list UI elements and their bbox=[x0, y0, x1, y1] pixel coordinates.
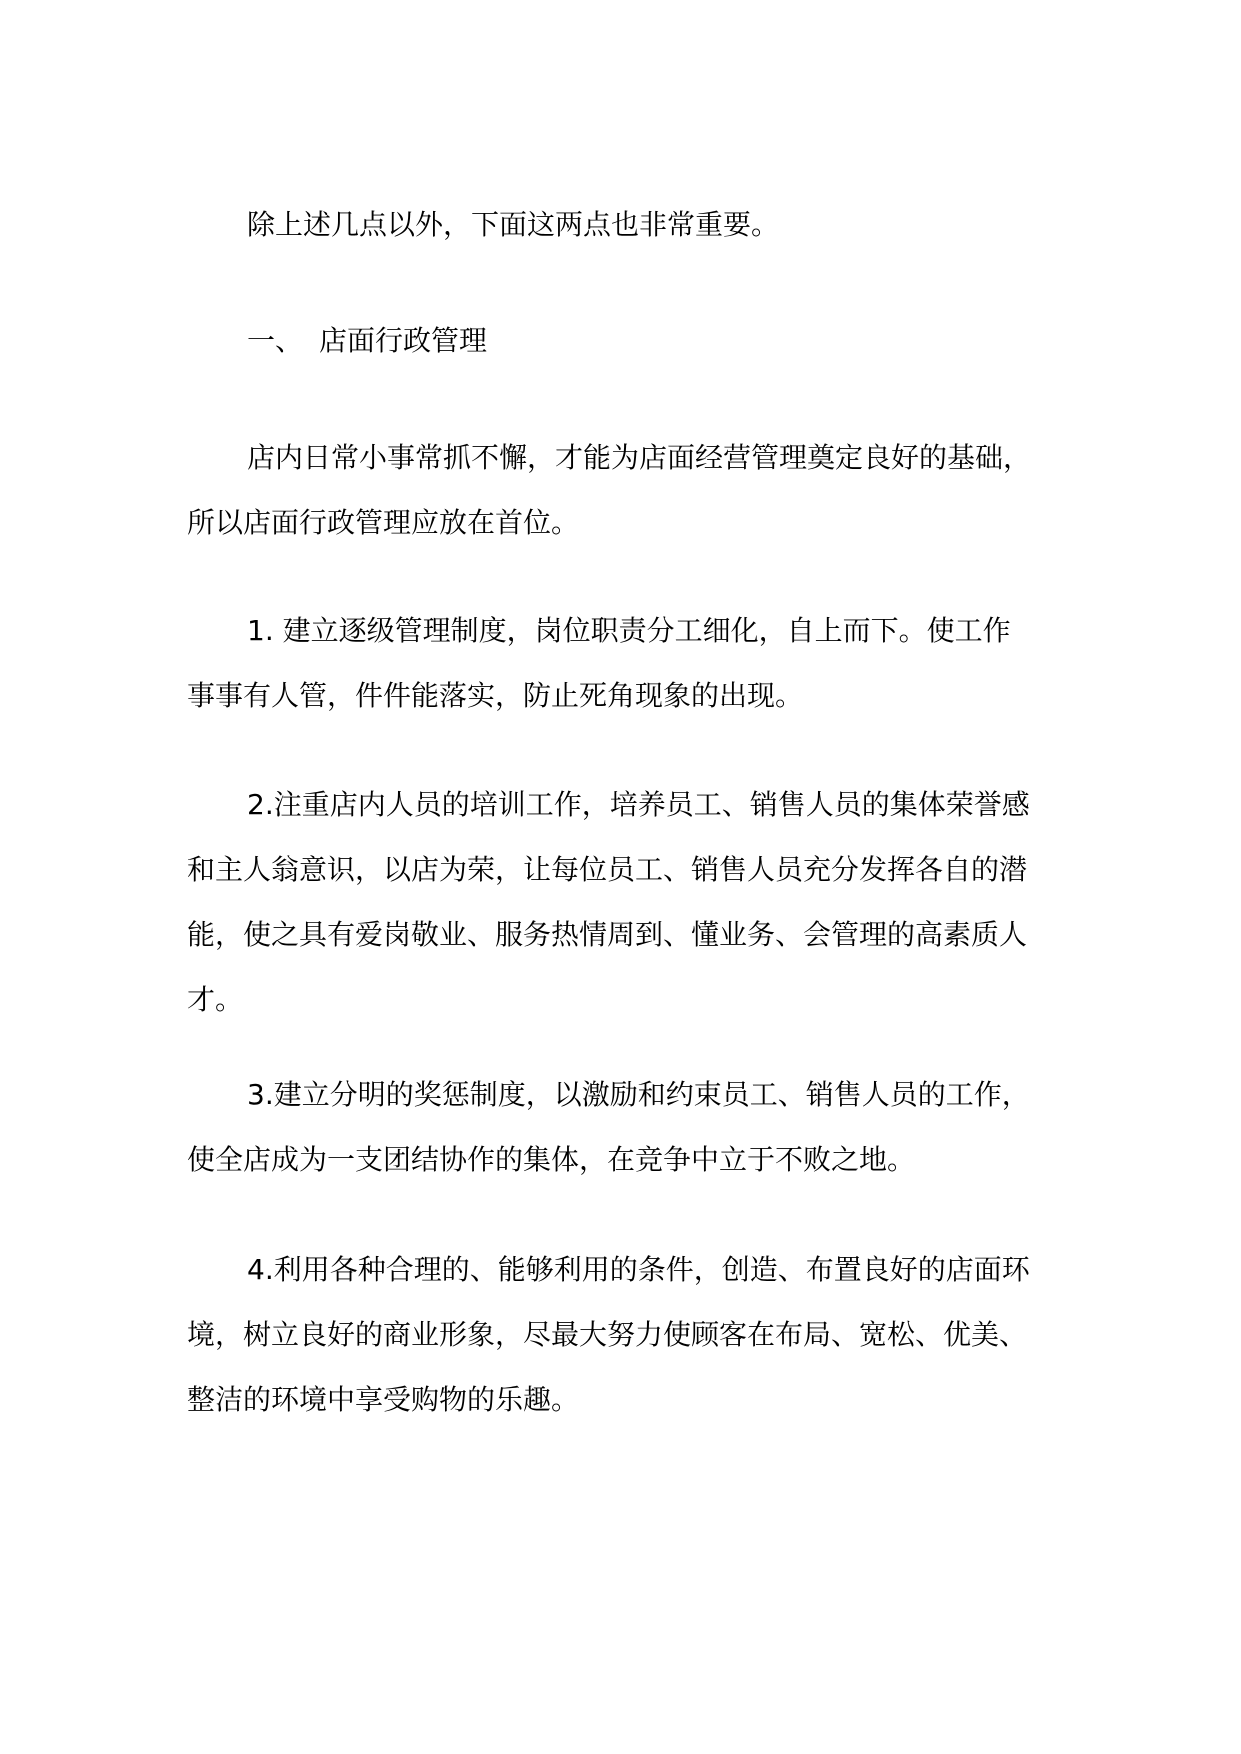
intro-paragraph bbox=[187, 192, 1087, 257]
section-heading-line bbox=[187, 308, 1087, 373]
section-heading bbox=[187, 308, 1087, 373]
section-number: 一、 bbox=[247, 324, 304, 357]
paragraph-line: 境，树立良好的商业形象，尽最大努力使顾客在布局、宽松、优美、 bbox=[187, 1318, 1028, 1351]
paragraph-line: 1. 建立逐级管理制度，岗位职责分工细化，自上而下。使工作 bbox=[247, 614, 1011, 647]
paragraph-line: 所以店面行政管理应放在首位。 bbox=[187, 506, 580, 539]
intro-line: 除上述几点以外，下面这两点也非常重要。 bbox=[247, 208, 780, 241]
paragraph-4 bbox=[187, 1062, 1087, 1192]
section-title: 店面行政管理 bbox=[319, 324, 488, 357]
paragraph-1 bbox=[187, 425, 1087, 555]
paragraph-line: 和主人翁意识，以店为荣，让每位员工、销售人员充分发挥各自的潜 bbox=[187, 853, 1028, 886]
paragraph-line: 2.注重店内人员的培训工作，培养员工、销售人员的集体荣誉感 bbox=[247, 788, 1030, 821]
paragraph-line: 4.利用各种合理的、能够利用的条件，创造、布置良好的店面环 bbox=[247, 1253, 1030, 1286]
paragraph-line: 才。 bbox=[187, 983, 244, 1016]
paragraph-line: 店内日常小事常抓不懈，才能为店面经营管理奠定良好的基础， bbox=[247, 441, 1032, 474]
paragraph-line: 整洁的环境中享受购物的乐趣。 bbox=[187, 1383, 580, 1416]
paragraph-2 bbox=[187, 598, 1087, 728]
paragraph-5 bbox=[187, 1237, 1087, 1432]
paragraph-line: 事事有人管，件件能落实，防止死角现象的出现。 bbox=[187, 679, 804, 712]
paragraph-line: 能，使之具有爱岗敬业、服务热情周到、懂业务、会管理的高素质人 bbox=[187, 918, 1028, 951]
paragraph-line: 使全店成为一支团结协作的集体，在竞争中立于不败之地。 bbox=[187, 1143, 916, 1176]
paragraph-line: 3.建立分明的奖惩制度，以激励和约束员工、销售人员的工作， bbox=[247, 1078, 1030, 1111]
paragraph-3 bbox=[187, 772, 1087, 1032]
